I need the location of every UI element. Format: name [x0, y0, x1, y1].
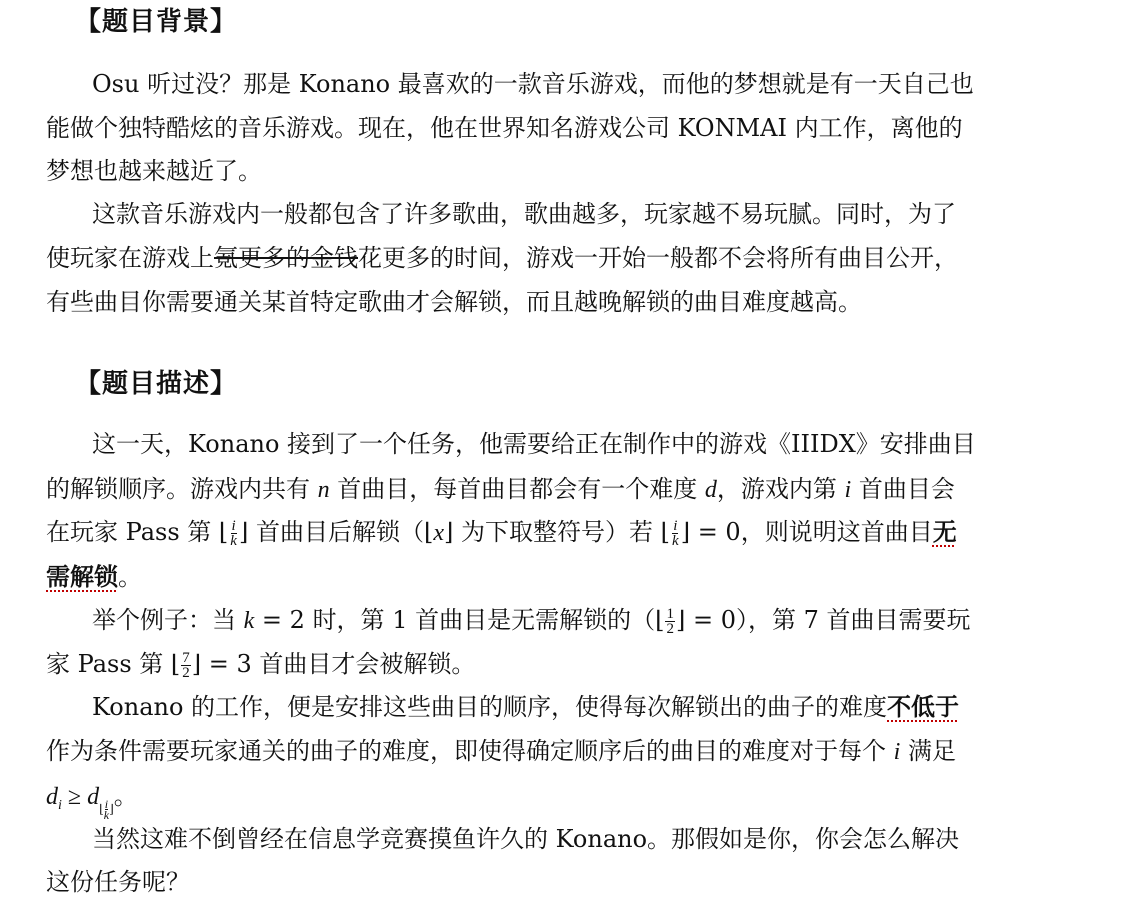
var-d: d [46, 784, 58, 810]
numerator: i [104, 796, 109, 811]
text: 首曲目会 [851, 475, 955, 503]
text: 首曲目，每首曲目都会有一个难度 [329, 475, 705, 503]
floor-right: ⌋ [238, 520, 249, 546]
background-line-3: 梦想也越来越近了。 [46, 157, 262, 185]
emphasis-text: 不低于 [887, 692, 960, 721]
numerator: 7 [182, 650, 190, 666]
text: = 0，则说明这首曲目 [690, 518, 933, 546]
background-line-5-text-b: 花更多的时间，游戏一开始一般都不会将所有曲目公开， [358, 244, 958, 272]
background-line-6: 有些曲目你需要通关某首特定歌曲才会解锁，而且越晚解锁的曲目难度越高。 [46, 288, 862, 316]
text: 。 [118, 563, 142, 591]
var-d: d [87, 784, 100, 810]
text: 为下取整符号）若 [453, 518, 661, 546]
description-line-3 [46, 517, 957, 548]
text: = 2 时，第 1 首曲目是无需解锁的（ [254, 606, 656, 634]
text: 。 [113, 782, 138, 810]
text: 的解锁顺序。游戏内共有 [46, 475, 318, 503]
denominator: 2 [182, 665, 190, 681]
fraction-1-over-2 [665, 607, 675, 636]
background-line-5 [46, 243, 958, 273]
floor-left: ⌊ [99, 802, 104, 816]
ge-sign: ≥ [61, 784, 88, 810]
description-line-1: 这一天，Konano 接到了一个任务，他需要给正在制作中的游戏《IIIDX》安排曲目 [92, 430, 976, 458]
background-line-2: 能做个独特酷炫的音乐游戏。现在，他在世界知名游戏公司 KONMAI 内工作，离他的 [46, 114, 963, 142]
var-i: i [893, 739, 901, 765]
var-d: d [704, 477, 717, 503]
floor-left: ⌊ [218, 520, 229, 546]
text: = 0），第 7 首曲目需要玩 [685, 606, 971, 634]
floor-left: ⌊ [170, 652, 181, 678]
fraction-7-over-2 [181, 651, 191, 680]
description-heading: 【题目描述】 [75, 369, 238, 399]
emphasis-text: 需解锁 [46, 562, 118, 591]
description-line-8 [46, 736, 956, 767]
text: = 3 首曲目才会被解锁。 [201, 650, 476, 678]
floor-right: ⌋ [109, 802, 114, 816]
background-line-4: 这款音乐游戏内一般都包含了许多歌曲，歌曲越多，玩家越不易玩腻。同时，为了 [92, 200, 956, 228]
text: 在玩家 Pass 第 [46, 518, 219, 546]
floor-right: ⌋ [675, 608, 686, 634]
description-line-5 [92, 605, 971, 636]
background-heading: 【题目背景】 [75, 7, 238, 37]
strikethrough-text: 氪更多的金钱 [214, 244, 358, 272]
numerator: i [231, 518, 236, 534]
background-line-1: Osu 听过没？那是 Konano 最喜欢的一款音乐游戏，而他的梦想就是有一天自己也 [92, 70, 974, 98]
emphasis-text: 无 [932, 517, 957, 546]
description-line-6 [46, 649, 475, 680]
background-line-5-text-a: 使玩家在游戏上 [46, 244, 214, 272]
text: 满足 [900, 737, 956, 765]
text: 作为条件需要玩家通关的曲子的难度，即使得确定顺序后的曲目的难度对于每个 [46, 737, 894, 765]
floor-right: ⌋ [191, 652, 202, 678]
floor-right: ⌋ [680, 520, 691, 546]
description-line-7 [92, 692, 959, 722]
text: ，游戏内第 [716, 475, 845, 503]
text: 首曲目后解锁（ [248, 518, 424, 546]
var-k: k [243, 608, 255, 634]
text: 家 Pass 第 [46, 650, 171, 678]
description-line-10: 当然这难不倒曾经在信息学竞赛摸鱼许久的 Konano。那假如是你，你会怎么解决 [92, 825, 960, 853]
var-n: n [317, 477, 330, 503]
description-line-11: 这份任务呢？ [46, 868, 190, 896]
numerator: i [673, 518, 678, 534]
denominator: k [230, 533, 237, 549]
denominator: k [672, 533, 679, 549]
floor-right: ⌋ [444, 520, 454, 546]
description-line-2 [46, 474, 955, 505]
floor-left: ⌊ [655, 608, 665, 634]
var-x: x [433, 520, 444, 546]
subscript-floor-i-over-k [99, 796, 114, 822]
denominator: k [103, 807, 110, 822]
numerator: 1 [666, 606, 674, 622]
var-i: i [844, 477, 852, 503]
floor-left: ⌊ [660, 520, 671, 546]
text: Konano 的工作，便是安排这些曲目的顺序，使得每次解锁出的曲子的难度 [92, 693, 888, 721]
text: 举个例子：当 [92, 606, 244, 634]
subscript-i: i [58, 798, 62, 813]
denominator: 2 [666, 621, 674, 637]
description-line-9 [46, 781, 138, 821]
floor-left: ⌊ [423, 520, 434, 546]
description-line-4 [46, 562, 142, 592]
fraction-i-over-k [671, 519, 680, 548]
fraction-i-over-k [229, 519, 238, 548]
